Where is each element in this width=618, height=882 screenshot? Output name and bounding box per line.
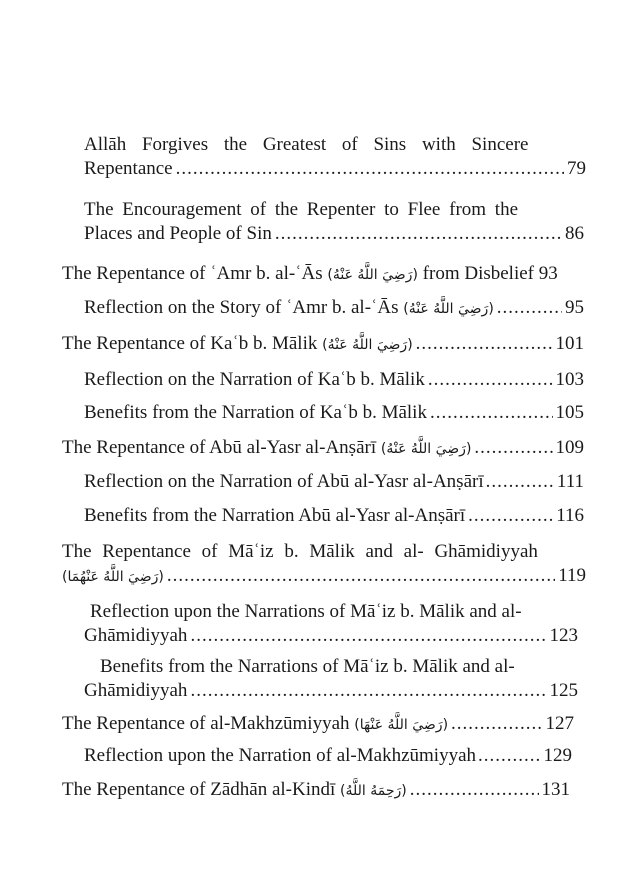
toc-entry-title: The Repentance of Kaʿb b. Mālik [62,333,318,354]
dot-leader [497,296,562,320]
page-number: 103 [555,369,584,390]
toc-entry-title: Benefits from the Narrations of Māʿiz b. Mālik and al- [100,656,515,677]
page-number: 111 [556,471,584,492]
page-number: 109 [555,437,584,458]
toc-entry-title: Reflection upon the Narration of al-Makhzūmiyyah [84,745,477,766]
honorific-calligraphy: (رَضِيَ اللَّهُ عَنْهَا) [354,717,449,733]
toc-entry[interactable] [62,332,584,357]
toc-entry-title: Reflection on the Narration of Abū al-Yasr al-Anṣārī [84,471,484,492]
dot-leader [468,504,553,528]
page-number: 119 [558,565,586,586]
dot-leader [190,624,546,648]
dot-leader [451,712,542,736]
dot-leader [486,470,555,494]
honorific-calligraphy: (رَضِيَ اللَّهُ عَنْهُ) [327,267,418,283]
toc-entry[interactable] [84,296,584,321]
toc-entry-title: The Repentance of Māʿiz b. Mālik and al- Ghāmidiyyah [62,541,538,562]
toc-entry-title-cont: Places and People of Sin [84,223,272,244]
toc-entry-title-suffix: from Disbelief [422,263,534,284]
dot-leader [478,744,541,768]
toc-entry[interactable] [62,262,586,287]
dot-leader [167,564,555,588]
toc-entry-title: Reflection upon the Narrations of Māʿiz b. Mālik and al- [90,601,522,622]
honorific-calligraphy: (رَضِيَ اللَّهُ عَنْهُ) [403,301,494,317]
page-number: 116 [556,505,584,526]
page-number: 129 [543,745,572,766]
toc-entry-title: The Repentance of Zādhān al-Kindī [62,779,336,800]
toc-entry[interactable] [84,504,584,528]
page-number: 79 [567,158,586,179]
dot-leader [428,368,553,392]
toc-entry[interactable] [84,368,584,392]
toc-entry[interactable] [84,744,572,768]
toc-entry-title-cont: Ghāmidiyyah [84,625,188,646]
toc-entry[interactable] [62,436,584,461]
toc-entry-title: The Repentance of ʿAmr b. al-ʿĀs [62,263,323,284]
page-number: 86 [565,223,584,244]
page-number: 123 [549,625,578,646]
toc-entry-title: Reflection on the Story of ʿAmr b. al-ʿĀs [84,297,399,318]
honorific-calligraphy: (رَضِيَ اللَّهُ عَنْهُمَا) [62,569,164,585]
toc-entry-title: Reflection on the Narration of Kaʿb b. Mālik [84,369,425,390]
toc-entry-title-cont: Repentance [84,158,173,179]
dot-leader [275,222,562,246]
toc-entry-title: The Repentance of al-Makhzūmiyyah [62,713,350,734]
toc-entry[interactable] [84,655,578,703]
dot-leader [416,332,553,356]
toc-entry[interactable] [62,778,570,803]
toc-entry[interactable] [84,600,578,648]
dot-leader [190,679,546,703]
honorific-calligraphy: (رَضِيَ اللَّهُ عَنْهُ) [380,441,472,457]
page-number: 125 [549,680,578,701]
dot-leader [410,778,539,802]
toc-entry-title: Benefits from the Narration Abū al-Yasr al-Anṣārī [84,505,466,526]
honorific-calligraphy: (رَضِيَ اللَّهُ عَنْهُ) [322,337,413,353]
page-number: 93 [538,263,558,284]
dot-leader [430,401,553,425]
page-number: 127 [545,713,574,734]
toc-entry-title: Benefits from the Narration of Kaʿb b. Mālik [84,402,427,423]
toc-entry[interactable] [84,401,584,425]
honorific-calligraphy: (رَحِمَهُ اللَّهُ) [340,783,407,799]
toc-entry[interactable] [62,712,574,737]
dot-leader [474,436,552,460]
toc-entry[interactable] [84,133,586,181]
page-number: 95 [565,297,584,318]
page-number: 131 [541,779,570,800]
page-number: 105 [555,402,584,423]
toc-entry-title: The Encouragement of the Repenter to Flee from the [84,199,519,220]
toc-entry[interactable] [84,198,584,246]
page-number: 101 [555,333,584,354]
toc-entry-title: The Repentance of Abū al-Yasr al-Anṣārī [62,437,377,458]
dot-leader [176,157,564,181]
toc-entry[interactable] [84,470,584,494]
toc-entry-title: Allāh Forgives the Greatest of Sins with Sincere [84,134,529,155]
toc-entry[interactable] [62,540,586,589]
toc-entry-title-cont: Ghāmidiyyah [84,680,188,701]
